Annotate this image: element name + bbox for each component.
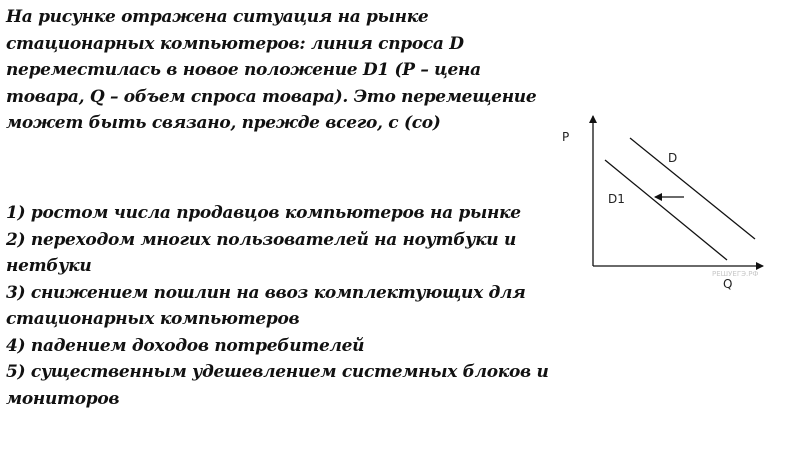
answer-option-3: 3) снижением пошлин на ввоз комплектующих для стационарных компьютеров [6, 282, 526, 329]
demand-curve-d1 [605, 160, 727, 260]
answer-option-1: 1) ростом числа продавцов компьютеров на рынке [6, 203, 521, 223]
demand-shift-graph [555, 108, 795, 293]
curve-d-label: D [668, 151, 678, 165]
curve-d1-label: D1 [608, 192, 625, 206]
watermark: РЕШУЕГЭ.РФ [712, 270, 759, 278]
answer-option-5: 5) существенным удешевлением системных блоков и мониторов [6, 362, 549, 409]
answer-list [6, 200, 566, 412]
demand-curve-d [630, 138, 755, 239]
answer-option-2: 2) переходом многих пользователей на ноутбуки и нетбуки [6, 229, 517, 276]
x-axis-label: Q [723, 277, 733, 291]
question-text: На рисунке отражена ситуация на рынке стационарных компьютеров: линия спроса D переместилась в новое положение D1 (P – цена товара, Q – объем спроса товара). Это перемещение может быть связано, прежде всего, с (со) [6, 7, 537, 133]
answer-option-4: 4) падением доходов потребителей [6, 335, 365, 356]
y-axis-label: P [562, 130, 570, 144]
